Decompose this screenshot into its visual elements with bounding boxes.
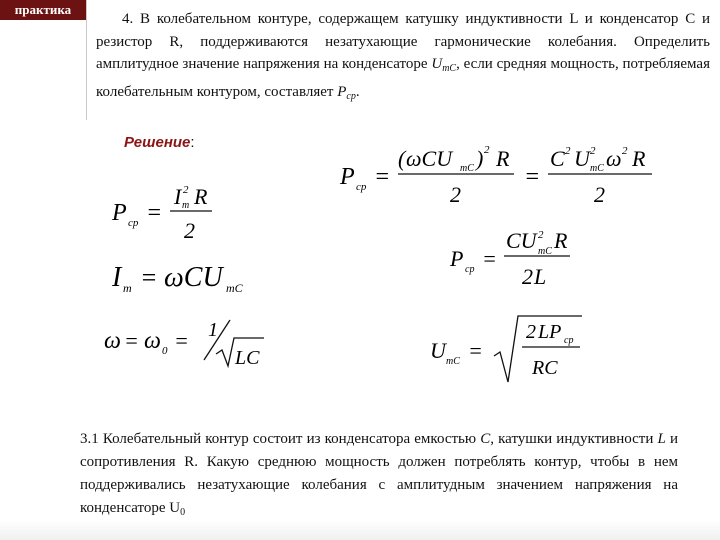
- svg-text:2: 2: [450, 182, 461, 207]
- svg-text:(: (: [398, 146, 406, 171]
- svg-text:2: 2: [565, 145, 571, 157]
- svg-text:L: L: [534, 264, 547, 289]
- svg-text:2: 2: [526, 321, 536, 343]
- svg-text:mC: mC: [226, 281, 243, 295]
- svg-text:P: P: [450, 246, 464, 271]
- svg-text:=: =: [140, 263, 158, 292]
- svg-text:=: =: [468, 338, 483, 363]
- svg-text:LP: LP: [538, 321, 562, 343]
- task-inductance: L: [657, 431, 666, 447]
- divider-line: [86, 0, 87, 120]
- solution-label: Решение: [124, 134, 191, 151]
- svg-text:0: 0: [162, 345, 168, 357]
- task-text-3: и сопротивления R. Какую среднюю мощность должен потреблять контур, чтобы в нем поддерживались незатухающие колебания с амплитудным значением напряжения на конденсаторе U: [80, 431, 678, 516]
- svg-text:m: m: [182, 200, 190, 211]
- svg-text:m: m: [123, 281, 132, 295]
- problem-text-1: В колебательном контуре, содержащем катушку индуктивности L и конденсатор C и резистор R, поддерживаются незатухающие гармонические колебания. Определить амплитудное значение напряжения на конденсаторе: [96, 11, 711, 72]
- problem-text-2: , если средняя мощность, потребляемая колебательным контуром, составляет: [96, 56, 710, 100]
- problem-text-end: .: [355, 83, 360, 100]
- task-u-subscript: 0: [180, 507, 186, 518]
- svg-text:ωCU: ωCU: [164, 262, 223, 293]
- svg-text:mC: mC: [590, 163, 604, 174]
- svg-text:I: I: [174, 184, 182, 209]
- svg-text:I: I: [112, 262, 122, 293]
- svg-text:R: R: [496, 146, 510, 171]
- svg-text:=: =: [174, 328, 189, 353]
- solution-colon: :: [190, 134, 195, 151]
- svg-text:ср: ср: [356, 181, 367, 193]
- svg-text:=: =: [524, 164, 541, 190]
- svg-text:R: R: [632, 146, 646, 171]
- svg-text:mC: mC: [460, 163, 474, 174]
- svg-text:ωCU: ωCU: [406, 146, 453, 171]
- svg-text:U: U: [430, 338, 446, 363]
- svg-text:ω: ω: [104, 328, 121, 354]
- svg-text:CU: CU: [506, 228, 537, 253]
- svg-text:P: P: [112, 200, 127, 226]
- svg-text:2: 2: [622, 145, 628, 157]
- svg-text:U: U: [574, 146, 590, 171]
- umc-subscript: mC: [442, 63, 457, 74]
- svg-text:P: P: [340, 164, 355, 190]
- pcp-subscript: ср: [346, 90, 356, 102]
- svg-text:2: 2: [184, 218, 195, 243]
- problem-statement: [96, 8, 710, 108]
- task-capacitance: C: [480, 431, 491, 447]
- formula-power-current: [112, 176, 222, 246]
- svg-text:ср: ср: [128, 217, 139, 229]
- svg-text:mC: mC: [446, 356, 460, 367]
- svg-text:=: =: [374, 164, 391, 190]
- task-text-2: , катушки индуктивности: [490, 431, 658, 447]
- svg-text:ср: ср: [564, 335, 574, 346]
- svg-text:2: 2: [538, 229, 544, 241]
- svg-text:ω: ω: [144, 328, 161, 354]
- svg-text:LC: LC: [235, 347, 260, 369]
- formula-voltage-amplitude: [430, 312, 600, 388]
- svg-text:ср: ср: [465, 264, 475, 275]
- task-text-1: 3.1 Колебательный контур состоит из конденсатора емкостью: [80, 431, 481, 447]
- formula-power-simplified: [450, 226, 610, 292]
- solution-heading: [124, 134, 195, 151]
- formula-power-expanded: [340, 140, 690, 210]
- svg-text:RC: RC: [532, 357, 558, 379]
- formula-resonance-frequency: [104, 316, 274, 372]
- svg-text:2: 2: [590, 145, 596, 157]
- svg-text:1: 1: [208, 319, 218, 341]
- svg-text:2: 2: [594, 182, 605, 207]
- bottom-shadow: [0, 520, 720, 540]
- svg-text:): ): [476, 146, 484, 171]
- svg-text:2: 2: [183, 184, 189, 196]
- svg-text:R: R: [554, 228, 568, 253]
- svg-text:2: 2: [522, 264, 533, 289]
- problem-number: 4.: [122, 11, 134, 27]
- svg-text:C: C: [550, 146, 565, 171]
- svg-text:=: =: [124, 328, 139, 353]
- svg-text:=: =: [146, 200, 163, 226]
- task-statement: [80, 428, 678, 524]
- svg-text:2: 2: [484, 144, 490, 156]
- svg-text:=: =: [482, 246, 497, 271]
- formula-current-amplitude: [112, 258, 262, 298]
- section-tag: практика: [0, 0, 86, 20]
- umc-symbol: U: [431, 56, 443, 72]
- svg-text:R: R: [194, 184, 208, 209]
- svg-text:mC: mC: [538, 246, 552, 257]
- svg-text:ω: ω: [606, 146, 622, 171]
- pcp-symbol: P: [337, 83, 347, 100]
